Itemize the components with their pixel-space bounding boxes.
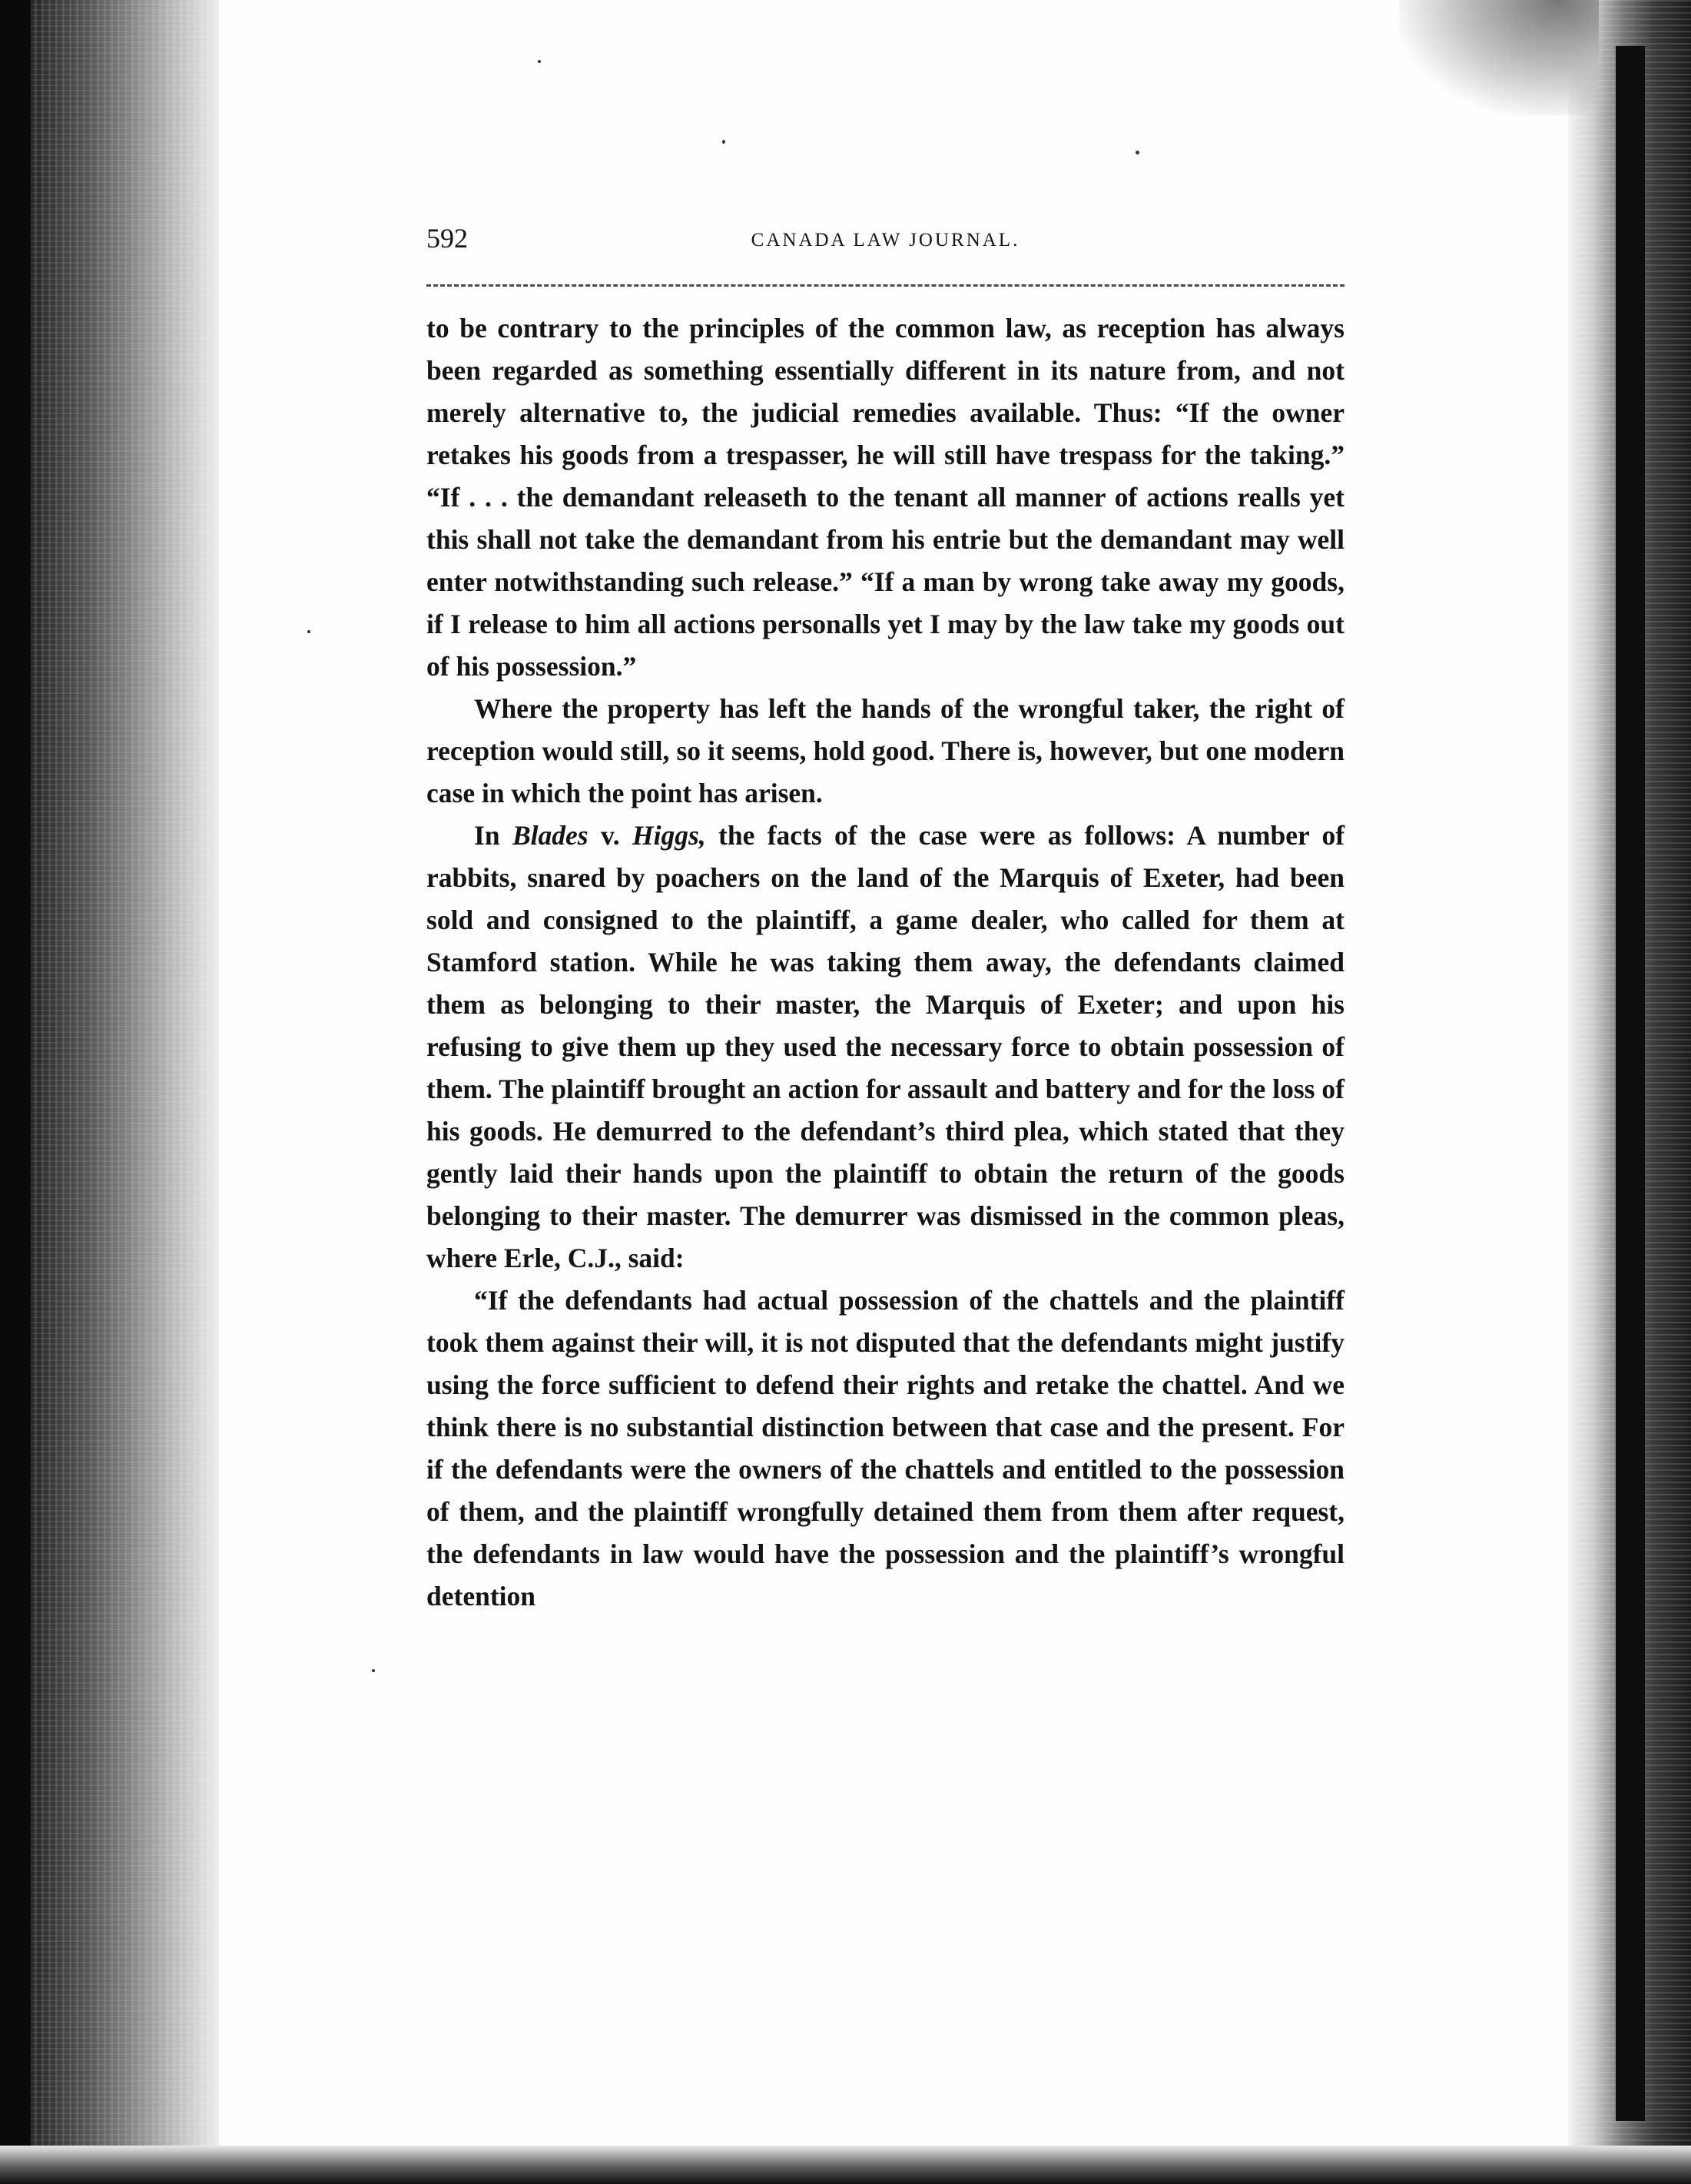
article-body (426, 307, 1345, 1618)
speck (372, 1669, 375, 1672)
page-header (426, 223, 1345, 269)
paragraph-2: Where the property has left the hands of the wrongful taker, the right of reception would still, so it seems, hold good. There is, however, but one modern case in which the point has arisen. (426, 693, 1345, 808)
scan-corner-smudge (1399, 0, 1599, 115)
case-name-higgs: Higgs, (632, 820, 706, 851)
speck (538, 60, 541, 63)
header-rule (426, 284, 1345, 287)
scan-edge-left-shadow (0, 0, 31, 2184)
case-versus: v. (600, 820, 620, 851)
running-head: CANADA LAW JOURNAL. (751, 230, 1020, 251)
scan-edge-bottom (0, 2146, 1691, 2184)
scan-edge-right-shadow (1616, 46, 1645, 2121)
speck (1136, 151, 1139, 154)
page-number: 592 (426, 223, 468, 254)
speck (722, 140, 725, 144)
paragraph-1: to be contrary to the principles of the common law, as reception has always been regarded as something essentially different in its nature from, and not merely alternative to, the judicial remedies available. Thus: “If the owner retakes his goods from a trespasser, he will still have trespass for the taking.” “If . . . the demandant releaseth to the tenant all manner of actions realls yet this shall not take the demandant from his entrie but the demandant may well enter notwithstanding such release.” “If a man by wrong take away my goods, if I release to him all actions personalls yet I may by the law take my goods out of his possession.” (426, 313, 1345, 682)
paragraph-3 (426, 815, 1345, 1280)
scan-edge-left (0, 0, 219, 2184)
paragraph-4-quote: “If the defendants had actual possession of the chattels and the plaintiff took them against their will, it is not disputed that the defendants might justify using the force sufficient to defend their rights and retake the chattel. And we think there is no substantial distinction between that case and the present. For if the defendants were the owners of the chattels and entitled to the possession of them, and the plaintiff wrongfully detained them from them after request, the defendants in law would have the possession and the plaintiff’s wrongful detention (426, 1285, 1345, 1611)
paragraph-3-text: the facts of the case were as follows: A number of rabbits, snared by poachers on the land of the Marquis of Exeter, had been sold and consigned to the plaintiff, a game dealer, who called for them at Stamford station. While he was taking them away, the defendants claimed them as belonging to their master, the Marquis of Exeter; and upon his refusing to give them up they used the necessary force to obtain possession of them. The plaintiff brought an action for assault and battery and for the loss of his goods. He demurred to the defendant’s third plea, which stated that they gently laid their hands upon the plaintiff to obtain the return of the goods belonging to their master. The demurrer was dismissed in the common pleas, where Erle, C.J., said: (426, 820, 1345, 1273)
journal-page (426, 223, 1345, 1611)
case-name-blades: Blades (512, 820, 589, 851)
paragraph-3-intro: In (474, 820, 500, 851)
speck (307, 630, 310, 633)
